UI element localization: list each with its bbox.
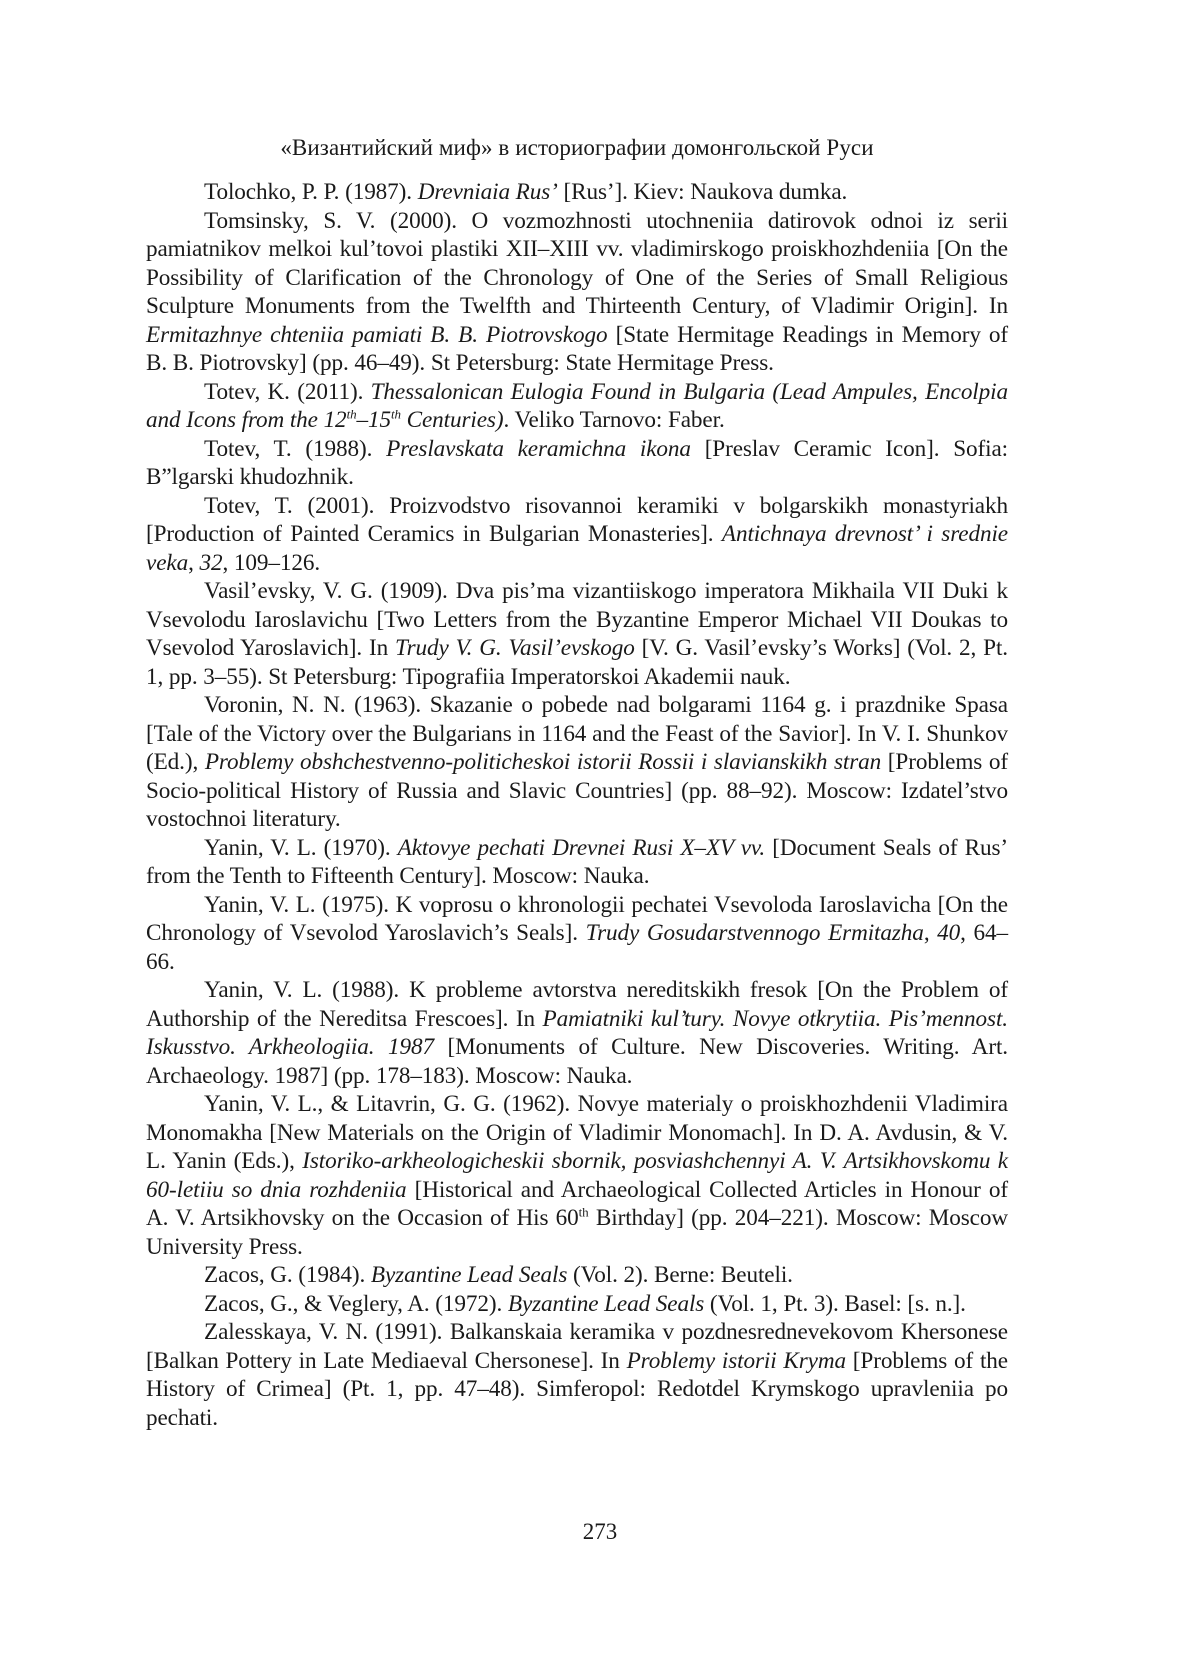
reference-text: Yanin, V. L. (1970).: [204, 835, 398, 861]
reference-text: [Preslav Ceramic Icon]. Sofia: B”lgarski khudozhnik.: [146, 436, 1008, 491]
italic-title: Byzantine Lead Seals: [371, 1262, 567, 1288]
reference-entry: [146, 1290, 1008, 1319]
reference-entry: [146, 435, 1008, 492]
italic-title: Byzantine Lead Seals: [508, 1291, 704, 1317]
superscript-text: th: [391, 406, 401, 421]
page-number: 273: [0, 1518, 1200, 1546]
reference-entry: [146, 691, 1008, 834]
reference-text: [Document Seals of Rus’ from the Tenth to Fifteenth Century]. Moscow: Nauka.: [146, 835, 1008, 890]
reference-text: [Problems of the History of Crimea] (Pt. 1, pp. 47–48). Simferopol: Redotdel Krymskogo upravleniia po pechati.: [146, 1348, 1008, 1431]
reference-text: Zacos, G., & Veglery, A. (1972).: [204, 1291, 508, 1317]
italic-title: 32: [199, 550, 222, 576]
italic-title: Problemy istorii Kryma: [627, 1348, 846, 1374]
reference-entry: [146, 207, 1008, 378]
reference-text: [Problems of Socio-political History of Russia and Slavic Countries] (pp. 88–92). Moscow: Izdatel’stvo vostochnoi literatury.: [146, 749, 1008, 832]
reference-list: [146, 178, 1008, 1432]
italic-title: Problemy obshchestvenno-politicheskoi istorii Rossii i slavianskikh stran: [205, 749, 881, 775]
running-header: «Византийский миф» в историографии домонгольской Руси: [146, 134, 1008, 162]
reference-text: ,: [188, 550, 199, 576]
italic-title: Centuries): [401, 407, 504, 433]
reference-entry: [146, 577, 1008, 691]
reference-text: Yanin, V. L. (1975). K voprosu o khronologii pechatei Vsevoloda Iaroslavicha [On the Chronology of Vsevolod Yaroslavich’s Seals].: [146, 892, 1008, 947]
italic-title: Antichnaya drevnost’ i srednie veka: [146, 521, 1008, 576]
superscript-text: th: [579, 1204, 589, 1219]
reference-text: [V. G. Vasil’evsky’s Works] (Vol. 2, Pt. 1, pp. 3–55). St Petersburg: Tipografiia Imperatorskoi Akademii nauk.: [146, 635, 1008, 690]
italic-title: 40: [937, 920, 960, 946]
reference-text: Zalesskaya, V. N. (1991). Balkanskaia keramika v pozdnesrednevekovom Khersonese [Balkan Pottery in Late Mediaeval Chersonese]. In: [146, 1319, 1008, 1374]
reference-text: Voronin, N. N. (1963). Skazanie o pobede nad bolgarami 1164 g. i prazdnike Spasa [Tale of the Victory over the Bulgarians in 1164 and the Feast of the Savior]. In V. I. Shunkov (Ed.),: [146, 692, 1008, 775]
reference-entry: [146, 1318, 1008, 1432]
italic-title: Aktovye pechati Drevnei Rusi X–XV vv.: [398, 835, 765, 861]
italic-title: Istoriko-arkheologicheskii sbornik, posviashchennyi A. V. Artsikhovskomu k 60-letiiu so dnia rozhdeniia: [146, 1148, 1008, 1203]
reference-text: [Historical and Archaeological Collected Articles in Honour of A. V. Artsikhovsky on the Occasion of His 60: [146, 1177, 1008, 1232]
reference-entry: [146, 492, 1008, 578]
italic-title: Pamiatniki kul’tury. Novye otkrytiia. Pis’mennost. Iskusstvo. Arkheologiia. 1987: [146, 1006, 1008, 1061]
italic-title: Ermitazhnye chteniia pamiati B. B. Piotrovskogo: [146, 322, 608, 348]
reference-text: Totev, T. (2001). Proizvodstvo risovannoi keramiki v bolgarskikh monastyriakh [Production of Painted Ceramics in Bulgarian Monasteries].: [146, 493, 1008, 548]
reference-text: , 64–66.: [146, 920, 1008, 975]
reference-text: [State Hermitage Readings in Memory of B. B. Piotrovsky] (pp. 46–49). St Petersburg: State Hermitage Press.: [146, 322, 1008, 377]
italic-title: Thessalonican Eulogia Found in Bulgaria (Lead Ampules, Encolpia and Icons from the 12: [146, 379, 1008, 434]
italic-title: Drevniaia Rus’: [418, 179, 558, 205]
reference-text: [Monuments of Culture. New Discoveries. Writing. Art. Archaeology. 1987] (pp. 178–183). Moscow: Nauka.: [146, 1034, 1008, 1089]
reference-entry: [146, 834, 1008, 891]
reference-text: [Rus’]. Kiev: Naukova dumka.: [558, 179, 847, 205]
italic-title: Trudy V. G. Vasil’evskogo: [395, 635, 635, 661]
reference-entry: [146, 178, 1008, 207]
reference-text: Totev, K. (2011).: [204, 379, 371, 405]
reference-text: Tolochko, P. P. (1987).: [204, 179, 418, 205]
reference-entry: [146, 976, 1008, 1090]
reference-entry: [146, 891, 1008, 977]
reference-text: Tomsinsky, S. V. (2000). O vozmozhnosti utochneniia datirovok odnoi iz serii pamiatnikov melkoi kul’tovoi plastiki XII–XIII vv. vladimirskogo proiskhozhdeniia [On the Possibility of Clarification of the Chronology of One of the Series of Small Religious Sculpture Monuments from the Twelfth and Thirteenth Century, of Vladimir Origin]. In: [146, 208, 1008, 320]
reference-text: ,: [924, 920, 937, 946]
reference-text: Totev, T. (1988).: [204, 436, 386, 462]
italic-title: –15: [356, 407, 390, 433]
reference-text: (Vol. 2). Berne: Beuteli.: [567, 1262, 793, 1288]
reference-entry: [146, 378, 1008, 435]
reference-text: (Vol. 1, Pt. 3). Basel: [s. n.].: [704, 1291, 966, 1317]
italic-title: Trudy Gosudarstvennogo Ermitazha: [586, 920, 924, 946]
reference-entry: [146, 1261, 1008, 1290]
italic-title: Preslavskata keramichna ikona: [386, 436, 691, 462]
reference-text: , 109–126.: [222, 550, 320, 576]
reference-text: Vasil’evsky, V. G. (1909). Dva pis’ma vizantiiskogo imperatora Mikhaila VII Duki k Vsevolodu Iaroslavichu [Two Letters from the Byzantine Emperor Michael VII Doukas to Vsevolod Yaroslavich]. In: [146, 578, 1008, 661]
reference-text: . Veliko Tarnovo: Faber.: [503, 407, 724, 433]
reference-text: Zacos, G. (1984).: [204, 1262, 371, 1288]
reference-text: Birthday] (pp. 204–221). Moscow: Moscow University Press.: [146, 1205, 1008, 1260]
reference-entry: [146, 1090, 1008, 1261]
document-page: [0, 0, 1200, 1671]
superscript-text: th: [347, 406, 357, 421]
reference-text: Yanin, V. L., & Litavrin, G. G. (1962). Novye materialy o proiskhozhdenii Vladimira Monomakha [New Materials on the Origin of Vladimir Monomach]. In D. A. Avdusin, & V. L. Yanin (Eds.),: [146, 1091, 1008, 1174]
reference-text: Yanin, V. L. (1988). K probleme avtorstva nereditskikh fresok [On the Problem of Authorship of the Nereditsa Frescoes]. In: [146, 977, 1008, 1032]
